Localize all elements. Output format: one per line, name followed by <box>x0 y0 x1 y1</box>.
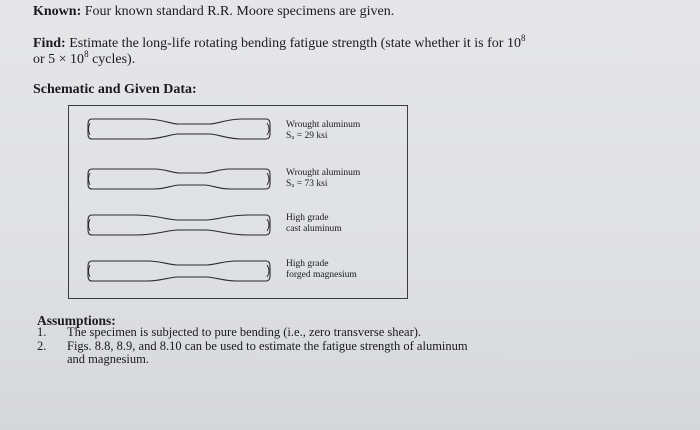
specimen-label-3 <box>286 213 342 235</box>
specimen-3-material-2: cast aluminum <box>286 224 342 234</box>
specimen-label-4 <box>286 259 357 281</box>
find-text-2-end: cycles). <box>88 52 136 67</box>
assumption-2-number: 2. <box>37 339 47 353</box>
assumption-2-text-continued: and magnesium. <box>67 352 149 366</box>
find-line-2 <box>33 49 136 68</box>
specimen-2-material: Wrought aluminum <box>286 168 361 178</box>
assumption-2-text: Figs. 8.8, 8.9, and 8.10 can be used to estimate the fatigue strength of aluminum <box>67 339 468 353</box>
schematic-heading: Schematic and Given Data: <box>33 82 197 97</box>
find-line-1 <box>33 33 526 52</box>
find-exponent-2: 8 <box>84 49 89 59</box>
assumption-item-1 <box>37 325 421 340</box>
specimen-drawing-4 <box>86 257 272 285</box>
specimen-label-1 <box>286 120 360 142</box>
find-text-2: or 5 × 10 <box>33 52 85 67</box>
find-label: Find: <box>33 36 66 51</box>
specimen-2-strength: Sᵤ = 73 ksi <box>286 179 328 189</box>
find-text-1: Estimate the long-life rotating bending fatigue strength (state whether it is for 10 <box>69 36 521 51</box>
specimen-4-material: High grade <box>286 259 329 269</box>
known-label: Known: <box>33 4 82 19</box>
known-line <box>33 4 394 20</box>
specimen-1-material: Wrought aluminum <box>286 120 361 130</box>
find-exponent-1: 8 <box>520 33 526 43</box>
specimen-3-material: High grade <box>286 213 329 223</box>
specimen-drawing-3 <box>86 211 272 239</box>
specimen-1-strength: Sᵤ = 29 ksi <box>286 131 328 141</box>
specimen-drawing-2 <box>86 165 272 193</box>
specimen-label-2 <box>286 168 360 190</box>
assumption-1-text: The specimen is subjected to pure bending (i.e., zero transverse shear). <box>67 325 422 339</box>
specimen-drawing-1 <box>86 115 272 143</box>
assumption-1-number: 1. <box>37 325 47 339</box>
assumptions-heading: Assumptions: <box>37 313 116 328</box>
specimen-4-material-2: forged magnesium <box>286 270 357 280</box>
known-text: Four known standard R.R. Moore specimens are given. <box>84 4 395 19</box>
